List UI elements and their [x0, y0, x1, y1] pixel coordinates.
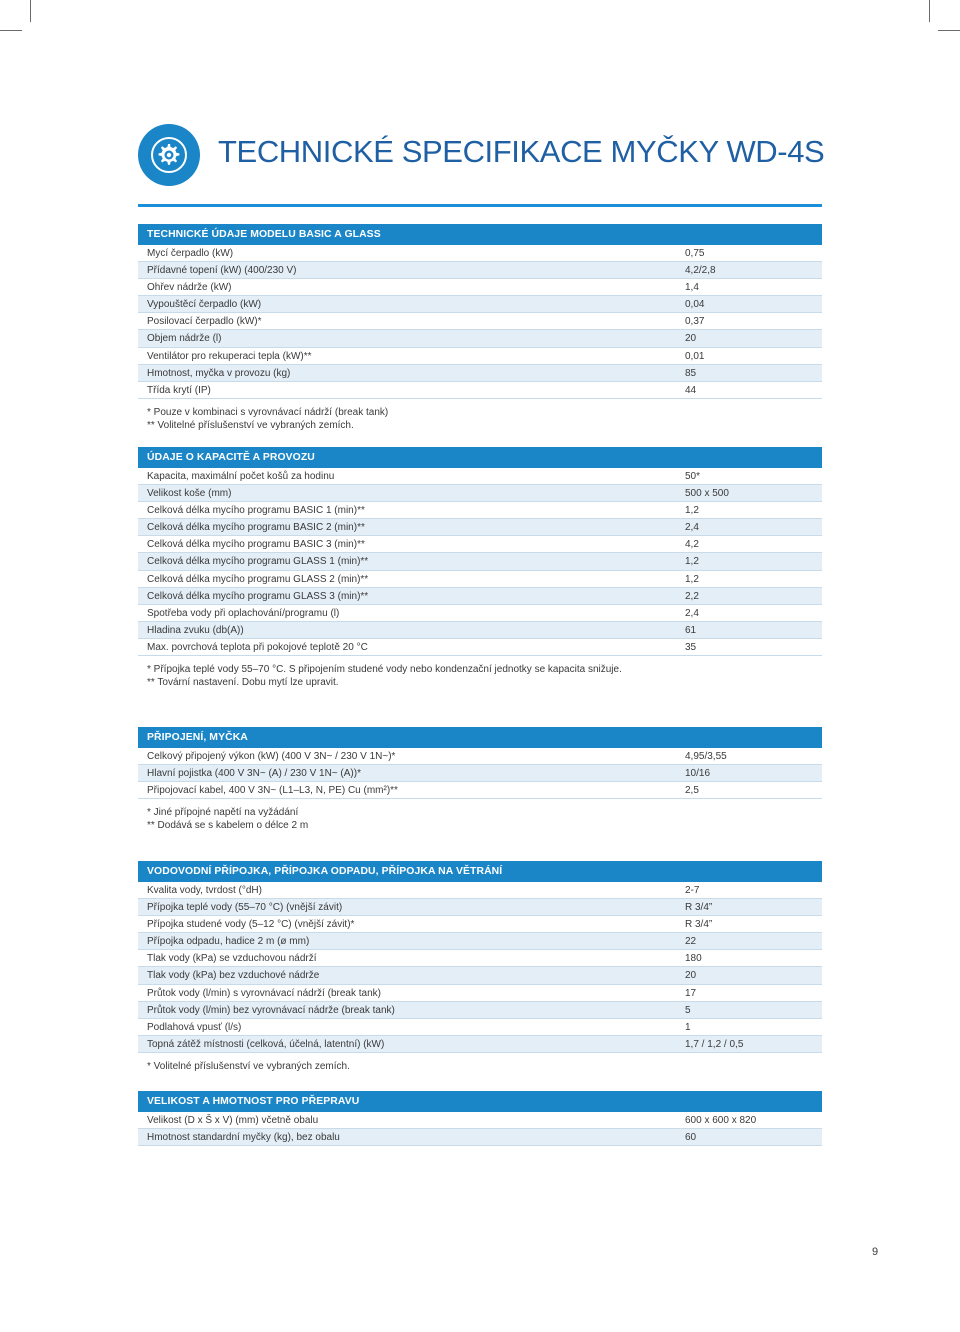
table-row — [138, 313, 822, 330]
table-row — [138, 588, 822, 605]
table-row — [138, 296, 822, 313]
row-label: Hmotnost standardní myčky (kg), bez obalu — [147, 1132, 340, 1144]
row-label: Hlavní pojistka (400 V 3N~ (A) / 230 V 1N~ (A))* — [147, 768, 361, 780]
row-label: Hladina zvuku (db(A)) — [147, 624, 244, 636]
footnote: ** Tovární nastavení. Dobu mytí lze upravit. — [147, 677, 339, 689]
table-row — [138, 553, 822, 570]
crop-mark — [30, 0, 31, 22]
row-value: 20 — [685, 970, 697, 982]
table-row — [138, 1036, 822, 1053]
row-label: Ventilátor pro rekuperaci tepla (kW)** — [147, 350, 312, 362]
row-value: 4,95/3,55 — [685, 751, 727, 762]
table-row — [138, 365, 822, 382]
row-value: 4,2/2,8 — [685, 265, 716, 277]
row-label: Celková délka mycího programu BASIC 1 (min)** — [147, 505, 365, 517]
table-row — [138, 622, 822, 639]
row-value: 44 — [685, 384, 697, 396]
row-label: Posilovací čerpadlo (kW)* — [147, 316, 262, 328]
section-transport-size — [138, 1091, 822, 1146]
row-value: 4,2 — [685, 539, 699, 551]
table-row — [138, 882, 822, 899]
table-row — [138, 605, 822, 622]
section-heading: TECHNICKÉ ÚDAJE MODELU BASIC A GLASS — [138, 224, 822, 245]
row-value: 5 — [685, 1004, 691, 1016]
section-heading: VELIKOST A HMOTNOST PRO PŘEPRAVU — [138, 1091, 822, 1112]
row-value: 180 — [685, 953, 702, 965]
row-label: Celková délka mycího programu GLASS 1 (min)** — [147, 556, 369, 568]
row-value: 20 — [685, 333, 697, 345]
table-row — [138, 916, 822, 933]
row-value: 500 x 500 — [685, 488, 729, 500]
table-row — [138, 639, 822, 656]
row-value: 0,75 — [685, 248, 705, 259]
row-value: 35 — [685, 641, 697, 653]
row-label: Tlak vody (kPa) bez vzduchové nádrže — [147, 970, 320, 982]
table-row — [138, 245, 822, 262]
row-label: Objem nádrže (l) — [147, 333, 222, 345]
table-row — [138, 985, 822, 1002]
row-label: Velikost koše (mm) — [147, 488, 232, 500]
table-row — [138, 967, 822, 984]
row-label: Přídavné topení (kW) (400/230 V) — [147, 265, 297, 277]
table-row — [138, 519, 822, 536]
row-label: Průtok vody (l/min) bez vyrovnávací nádrže (break tank) — [147, 1004, 395, 1016]
table-row — [138, 782, 822, 799]
table-row — [138, 502, 822, 519]
footnote: * Jiné přípojné napětí na vyžádání — [147, 807, 299, 819]
table-row — [138, 262, 822, 279]
row-label: Ohřev nádrže (kW) — [147, 282, 232, 294]
row-value: R 3/4” — [685, 919, 713, 931]
footnotes — [138, 1060, 822, 1073]
section-water-connection — [138, 861, 822, 1073]
row-value: 60 — [685, 1132, 697, 1144]
page-header — [138, 124, 828, 188]
row-label: Vypouštěcí čerpadlo (kW) — [147, 299, 262, 311]
section-capacity — [138, 447, 822, 689]
footnotes — [138, 406, 822, 432]
footnote: ** Dodává se s kabelem o délce 2 m — [147, 820, 309, 832]
row-value: 1,2 — [685, 573, 699, 585]
table-row — [138, 950, 822, 967]
table-row — [138, 485, 822, 502]
header-divider — [138, 204, 822, 207]
table-row — [138, 748, 822, 765]
row-value: R 3/4” — [685, 902, 713, 914]
row-value: 1,2 — [685, 505, 699, 517]
row-value: 0,04 — [685, 299, 705, 311]
row-value: 1,4 — [685, 282, 699, 294]
row-value: 17 — [685, 987, 697, 999]
footnote: * Pouze v kombinaci s vyrovnávací nádrží (break tank) — [147, 406, 389, 418]
table-row — [138, 468, 822, 485]
section-heading: VODOVODNÍ PŘÍPOJKA, PŘÍPOJKA ODPADU, PŘÍPOJKA NA VĚTRÁNÍ — [138, 861, 822, 882]
row-label: Celková délka mycího programu GLASS 3 (min)** — [147, 590, 369, 602]
row-value: 1,7 / 1,2 / 0,5 — [685, 1038, 744, 1050]
row-label: Kvalita vody, tvrdost (°dH) — [147, 885, 262, 896]
row-label: Přípojka odpadu, hadice 2 m (ø mm) — [147, 936, 310, 948]
row-label: Celková délka mycího programu GLASS 2 (min)** — [147, 573, 369, 585]
row-label: Připojovací kabel, 400 V 3N~ (L1–L3, N, PE) Cu (mm²)** — [147, 785, 398, 797]
table-row — [138, 382, 822, 399]
row-label: Celková délka mycího programu BASIC 3 (min)** — [147, 539, 365, 551]
row-label: Velikost (D x Š x V) (mm) včetně obalu — [147, 1115, 319, 1126]
row-label: Třída krytí (IP) — [147, 384, 211, 396]
row-label: Celková délka mycího programu BASIC 2 (min)** — [147, 522, 365, 534]
crop-mark — [938, 30, 960, 31]
table-row — [138, 536, 822, 553]
gear-icon — [138, 124, 200, 186]
row-value: 1 — [685, 1021, 691, 1033]
table-row — [138, 348, 822, 365]
table-row — [138, 1129, 822, 1146]
row-label: Topná zátěž místnosti (celková, účelná, latentní) (kW) — [147, 1038, 385, 1050]
row-label: Spotřeba vody při oplachování/programu (l) — [147, 607, 340, 619]
footnotes — [138, 806, 822, 832]
table-row — [138, 765, 822, 782]
table-row — [138, 1112, 822, 1129]
row-label: Přípojka studené vody (5–12 °C) (vnější závit)* — [147, 919, 355, 931]
row-label: Průtok vody (l/min) s vyrovnávací nádrží (break tank) — [147, 987, 381, 999]
footnote: * Volitelné příslušenství ve vybraných zemích. — [147, 1060, 350, 1072]
section-connection — [138, 727, 822, 832]
row-label: Tlak vody (kPa) se vzduchovou nádrží — [147, 953, 317, 965]
section-technical-data — [138, 224, 822, 432]
row-label: Kapacita, maximální počet košů za hodinu — [147, 471, 335, 482]
row-label: Celkový připojený výkon (kW) (400 V 3N~ / 230 V 1N~)* — [147, 751, 396, 762]
row-value: 600 x 600 x 820 — [685, 1115, 757, 1126]
footnotes — [138, 663, 822, 689]
row-value: 2,4 — [685, 522, 699, 534]
row-value: 1,2 — [685, 556, 699, 568]
footnote: ** Volitelné příslušenství ve vybraných zemích. — [147, 419, 354, 431]
table-row — [138, 330, 822, 347]
row-label: Hmotnost, myčka v provozu (kg) — [147, 367, 291, 379]
crop-mark — [0, 30, 22, 31]
row-value: 0,01 — [685, 350, 705, 362]
row-value: 0,37 — [685, 316, 705, 328]
table-row — [138, 571, 822, 588]
footnote: * Přípojka teplé vody 55–70 °C. S připojením studené vody nebo kondenzační jednotky se kapacita snižuje. — [147, 664, 622, 676]
row-value: 61 — [685, 624, 697, 636]
row-label: Přípojka teplé vody (55–70 °C) (vnější závit) — [147, 902, 343, 914]
row-value: 50* — [685, 471, 701, 482]
section-heading: ÚDAJE O KAPACITĚ A PROVOZU — [138, 447, 822, 468]
page-title: TECHNICKÉ SPECIFIKACE MYČKY WD-4S — [218, 134, 825, 169]
row-value: 2,5 — [685, 785, 699, 797]
section-heading: PŘIPOJENÍ, MYČKA — [138, 727, 822, 748]
table-row — [138, 279, 822, 296]
row-value: 85 — [685, 367, 697, 379]
table-row — [138, 899, 822, 916]
table-row — [138, 1002, 822, 1019]
table-row — [138, 1019, 822, 1036]
row-value: 10/16 — [685, 768, 711, 780]
table-row — [138, 933, 822, 950]
row-value: 2,4 — [685, 607, 699, 619]
row-value: 2-7 — [685, 885, 700, 896]
row-label: Mycí čerpadlo (kW) — [147, 248, 234, 259]
row-value: 22 — [685, 936, 697, 948]
row-label: Max. povrchová teplota při pokojové teplotě 20 °C — [147, 641, 368, 653]
row-label: Podlahová vpusť (l/s) — [147, 1021, 242, 1033]
page-number: 9 — [872, 1246, 879, 1258]
row-value: 2,2 — [685, 590, 699, 602]
crop-mark — [929, 0, 930, 22]
